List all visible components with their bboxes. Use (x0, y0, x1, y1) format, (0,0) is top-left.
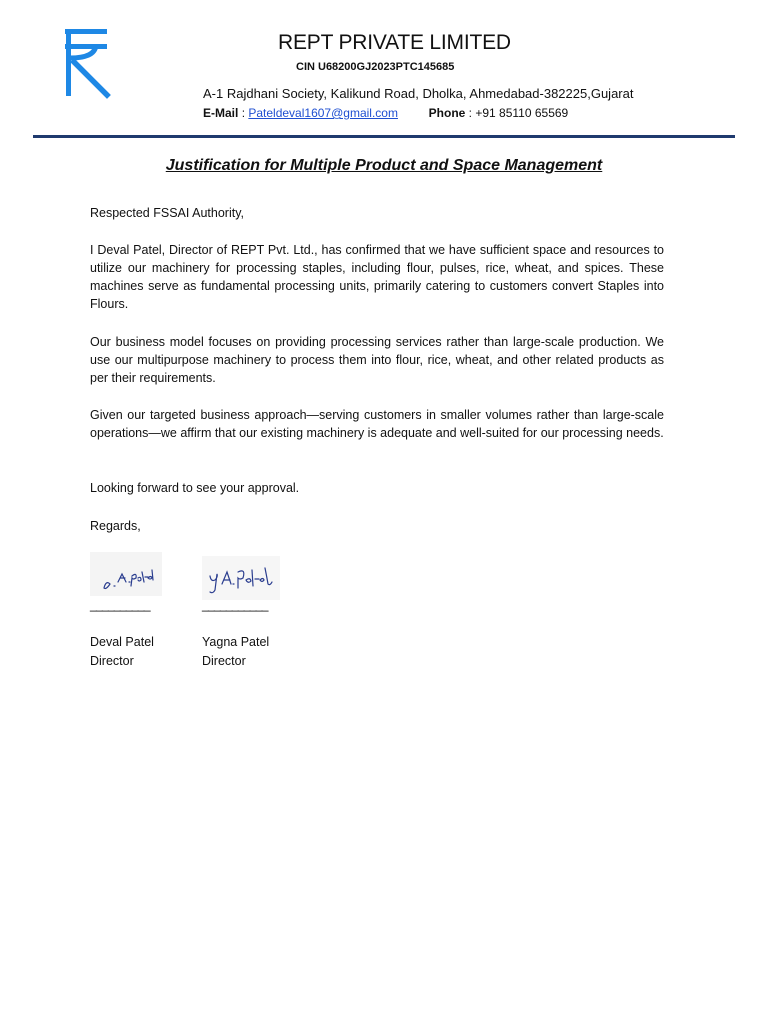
signatory-title: Director (90, 654, 134, 668)
signatory-title: Director (202, 654, 246, 668)
company-name: REPT PRIVATE LIMITED (278, 31, 511, 54)
salutation: Respected FSSAI Authority, (90, 206, 245, 220)
paragraph: Looking forward to see your approval. (90, 481, 300, 495)
paragraph: Our business model focuses on providing processing services rather than large-scale production. We use our multipurpose machinery to process them into flour, rice, wheat, and other related products as per their requirements. (90, 335, 664, 385)
header-divider (33, 135, 735, 138)
signature-deval-patel (90, 552, 162, 596)
phone-number: +91 85110 65569 (475, 106, 569, 120)
paragraph: Given our targeted business approach—serving customers in smaller volumes rather than large-scale operations—we affirm that our existing machinery is adequate and well-suited for our processing needs. (90, 408, 664, 440)
letter-subject: Justification for Multiple Product and Space Management (165, 157, 603, 174)
signature-yagna-patel (202, 556, 280, 600)
contact-line: E-Mail : Pateldeval1607@gmail.com Phone : +91 85110 65569 (203, 106, 569, 120)
closing: Regards, (90, 519, 141, 533)
signatory-name: Yagna Patel (202, 635, 270, 649)
signatory-name: Deval Patel (90, 635, 154, 649)
email-link[interactable]: Pateldeval1607@gmail.com (248, 106, 398, 120)
company-address: A-1 Rajdhani Society, Kalikund Road, Dholka, Ahmedabad-382225,Gujarat (203, 86, 634, 101)
company-logo (62, 26, 114, 100)
signature-line: __________ (90, 598, 150, 612)
email-label: E-Mail (203, 106, 239, 120)
company-cin: CIN U68200GJ2023PTC145685 (296, 61, 455, 73)
signature-line: ___________ (202, 598, 268, 612)
paragraph: I Deval Patel, Director of REPT Pvt. Ltd., has confirmed that we have sufficient space and resources to utilize our machinery for processing staples, including flour, pulses, rice, wheat, and spices. These machines serve as fundamental processing units, primarily catering to customers convert Staples into Flours. (90, 243, 664, 311)
phone-label: Phone (428, 106, 466, 120)
